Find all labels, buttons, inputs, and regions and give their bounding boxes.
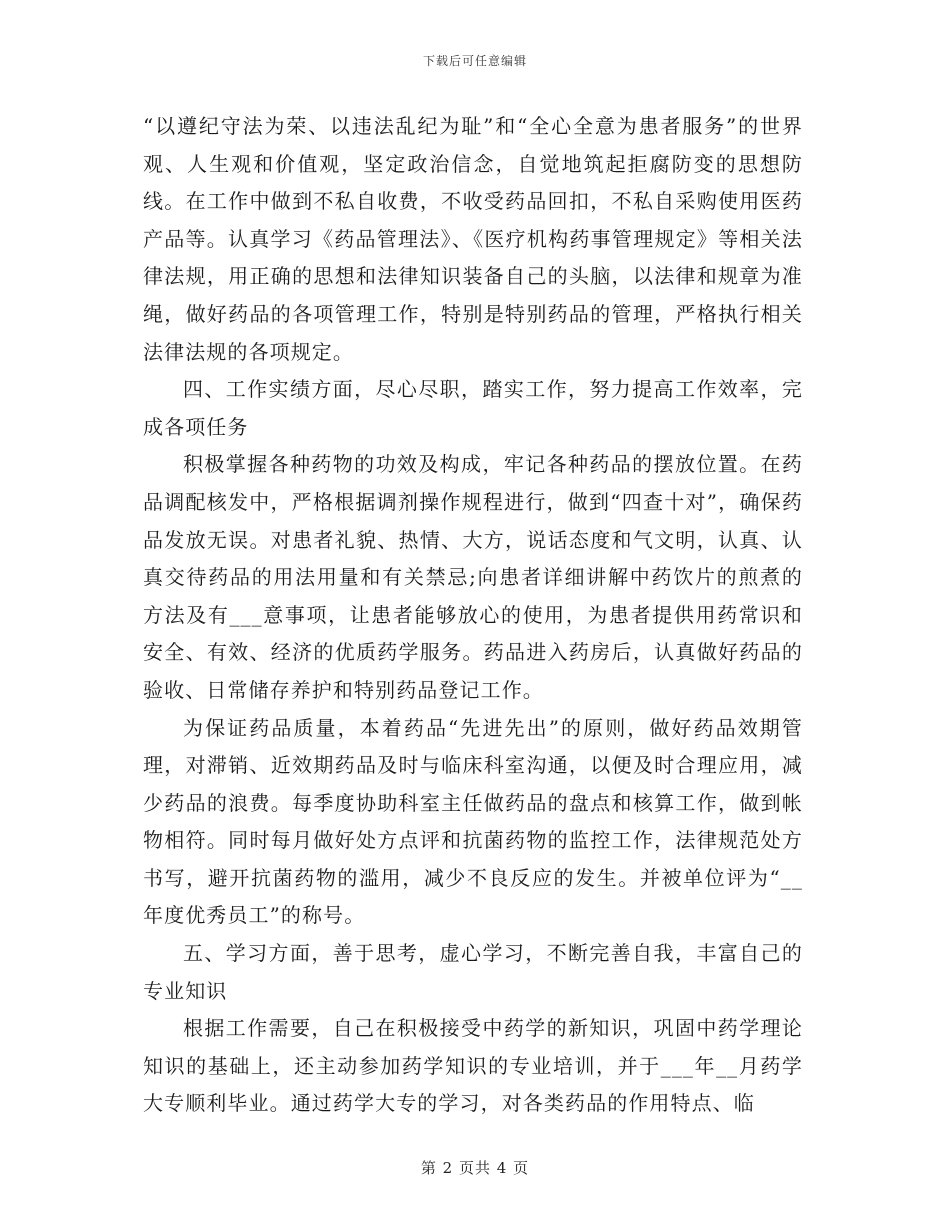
paragraph-6: 根据工作需要，自己在积极接受中药学的新知识，巩固中药学理论知识的基础上，还主动参加药学知识的专业培训，并于___年__月药学大专顺利毕业。通过药学大专的学习，对各类药品的作用特点、临 [143,1016,803,1116]
body-text [143,108,803,1123]
paragraph-3: 积极掌握各种药物的功效及构成，牢记各种药品的摆放位置。在药品调配核发中，严格根据调剂操作规程进行，做到“四查十对”，确保药品发放无误。对患者礼貌、热情、大方，说话态度和气文明，认真、认真交待药品的用法用量和有关禁忌;向患者详细讲解中药饮片的煎煮的方法及有___意事项，让患者能够放心的使用，为患者提供用药常识和安全、有效、经济的优质药学服务。药品进入药房后，认真做好药品的验收、日常储存养护和特别药品登记工作。 [143,452,803,702]
page-footer: 第 2 页共 4 页 [420,1159,530,1177]
section-heading-5: 五、学习方面，善于思考，虚心学习，不断完善自我，丰富自己的专业知识 [143,941,803,1003]
section-heading-4: 四、工作实绩方面，尽心尽职，踏实工作，努力提高工作效率，完成各项任务 [143,377,803,439]
paragraph-1: “以遵纪守法为荣、以违法乱纪为耻”和“全心全意为患者服务”的世界观、人生观和价值观，坚定政治信念，自觉地筑起拒腐防变的思想防线。在工作中做到不私自收费，不收受药品回扣，不私自采购使用医药产品等。认真学习《药品管理法》、《医疗机构药事管理规定》等相关法律法规，用正确的思想和法律知识装备自己的头脑，以法律和规章为准绳，做好药品的各项管理工作，特别是特别药品的管理，严格执行相关法律法规的各项规定。 [143,114,803,364]
paragraph-4: 为保证药品质量，本着药品“先进先出”的原则，做好药品效期管理，对滞销、近效期药品及时与临床科室沟通，以便及时合理应用，减少药品的浪费。每季度协助科室主任做药品的盘点和核算工作，做到帐物相符。同时每月做好处方点评和抗菌药物的监控工作，法律规范处方书写，避开抗菌药物的滥用，减少不良反应的发生。并被单位评为“__年度优秀员工”的称号。 [143,715,803,928]
page-header: 下载后可任意编辑 [422,54,527,68]
